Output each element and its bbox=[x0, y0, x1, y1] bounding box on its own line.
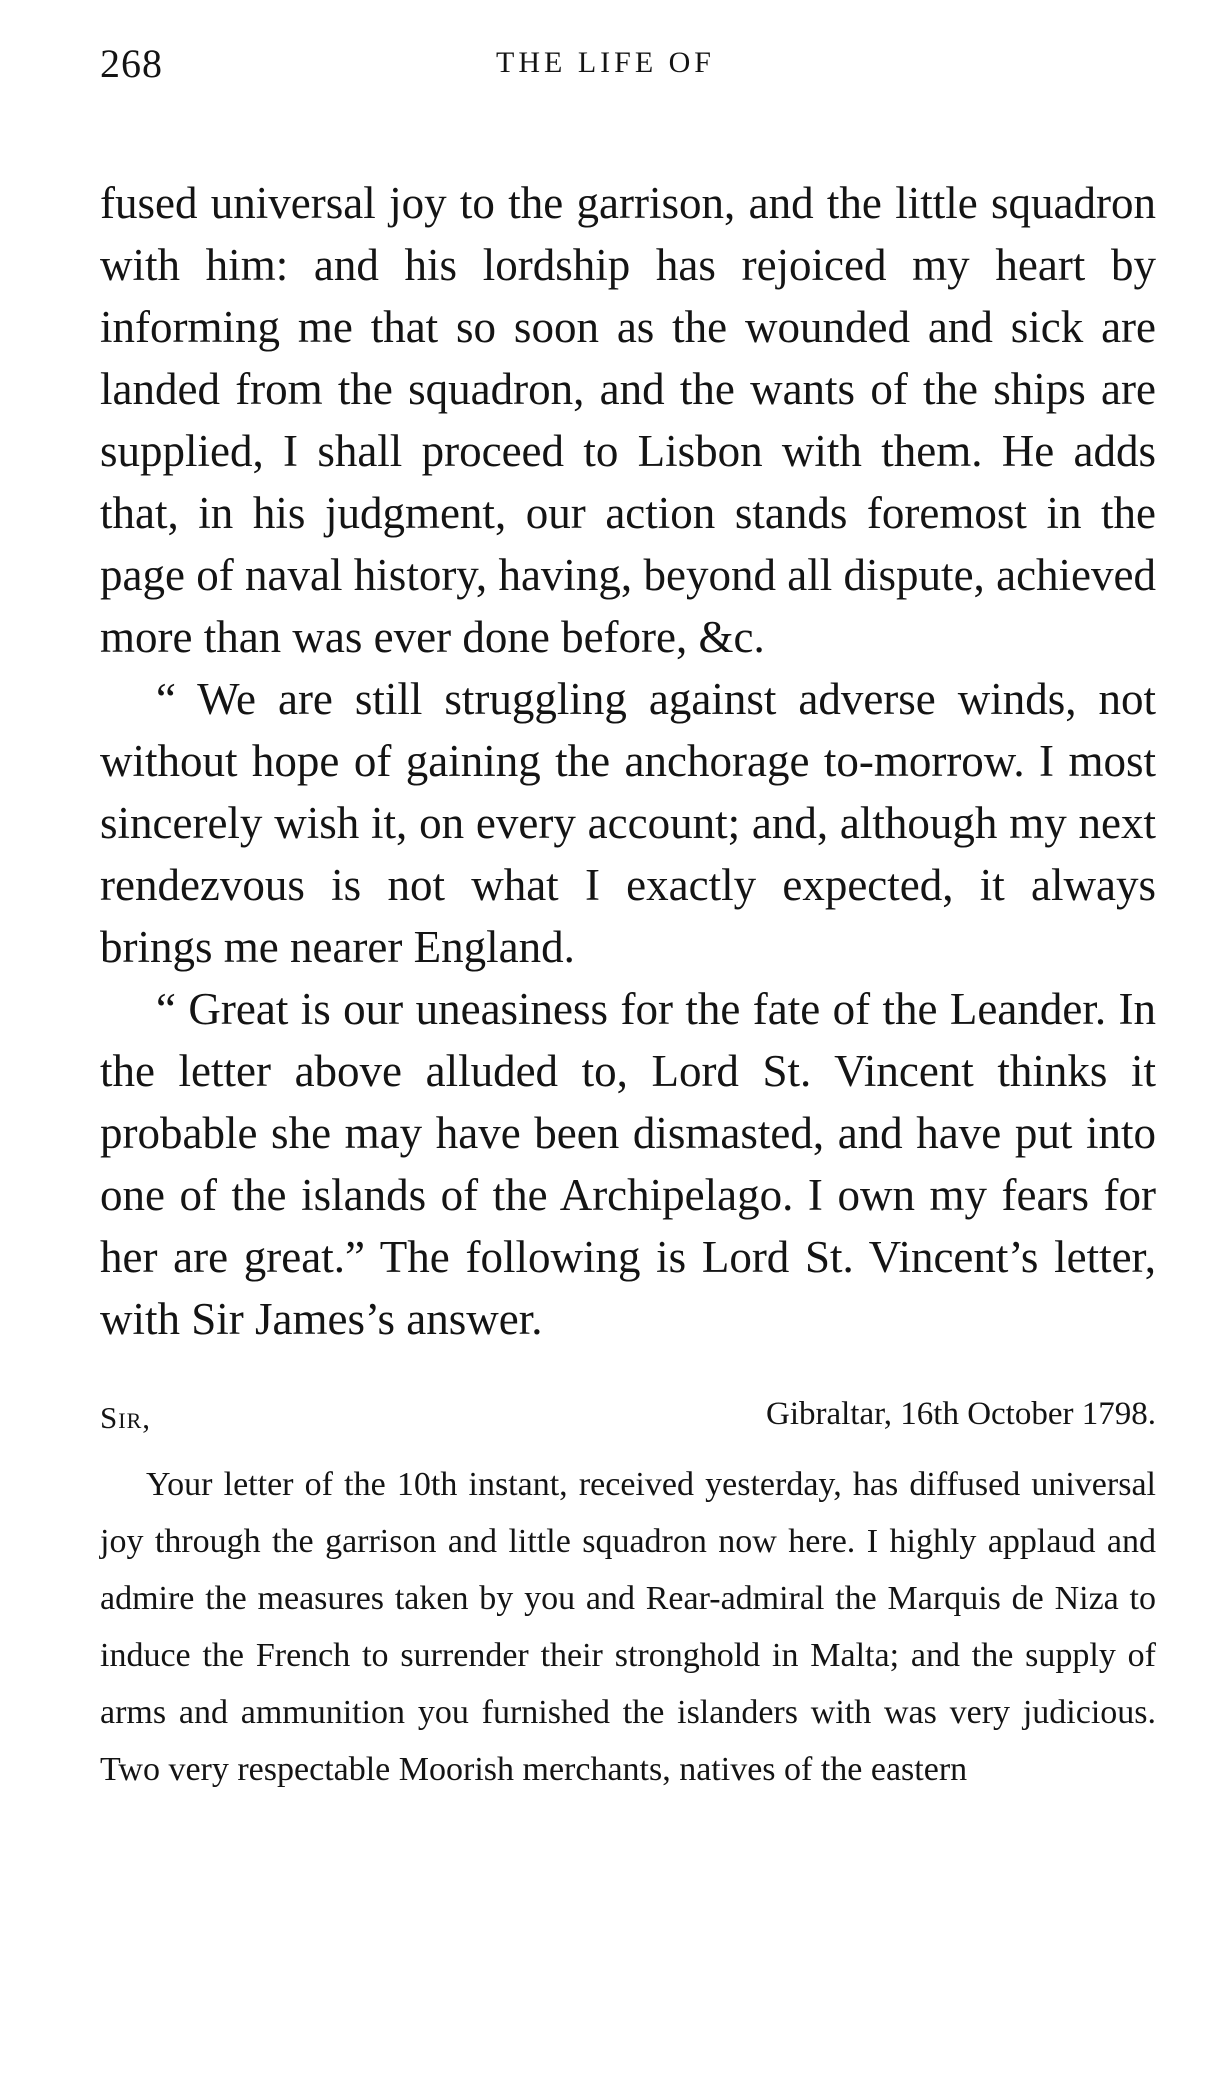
letter-place-date: Gibraltar, 16th October 1798. bbox=[766, 1396, 1156, 1432]
narrative-text bbox=[100, 172, 1156, 1350]
running-head bbox=[100, 40, 1156, 112]
letter-salutation: Sir, bbox=[100, 1400, 151, 1435]
letter-heading bbox=[100, 1396, 1156, 1440]
paragraph-1: fused universal joy to the garrison, and the little squadron with him: and his lordship has rejoiced my heart by informing me that so soon as the wounded and sick are landed from the squadron, and the wants of the ships are supplied, I shall proceed to Lisbon with them. He adds that, in his judgment, our action stands foremost in the page of naval history, having, beyond all dispute, achieved more than was ever done before, &c. bbox=[100, 178, 1156, 662]
paragraph-2: “ We are still struggling against adverse winds, not without hope of gaining the anchorage to-morrow. I most sincerely wish it, on every account; and, although my next rendezvous is not what I exactly expected, it always brings me nearer England. bbox=[100, 674, 1156, 972]
letter-body bbox=[100, 1456, 1156, 1798]
running-title: THE LIFE OF bbox=[496, 46, 715, 79]
paragraph-3: “ Great is our uneasiness for the fate of the Leander. In the letter above alluded to, Lord St. Vincent thinks it probable she may have been dismasted, and have put into one of the islands of the Archipelago. I own my fears for her are great.” The following is Lord St. Vincent’s letter, with Sir James’s answer. bbox=[100, 984, 1156, 1344]
page-number: 268 bbox=[100, 41, 163, 86]
letter-paragraph: Your letter of the 10th instant, received yesterday, has diffused universal joy through the garrison and little squadron now here. I highly applaud and admire the measures taken by you and Rear-admiral the Marquis de Niza to induce the French to surrender their stronghold in Malta; and the supply of arms and ammunition you furnished the islanders with was very judicious. Two very respectable Moorish merchants, natives of the eastern bbox=[100, 1466, 1156, 1788]
book-page bbox=[100, 40, 1156, 1798]
